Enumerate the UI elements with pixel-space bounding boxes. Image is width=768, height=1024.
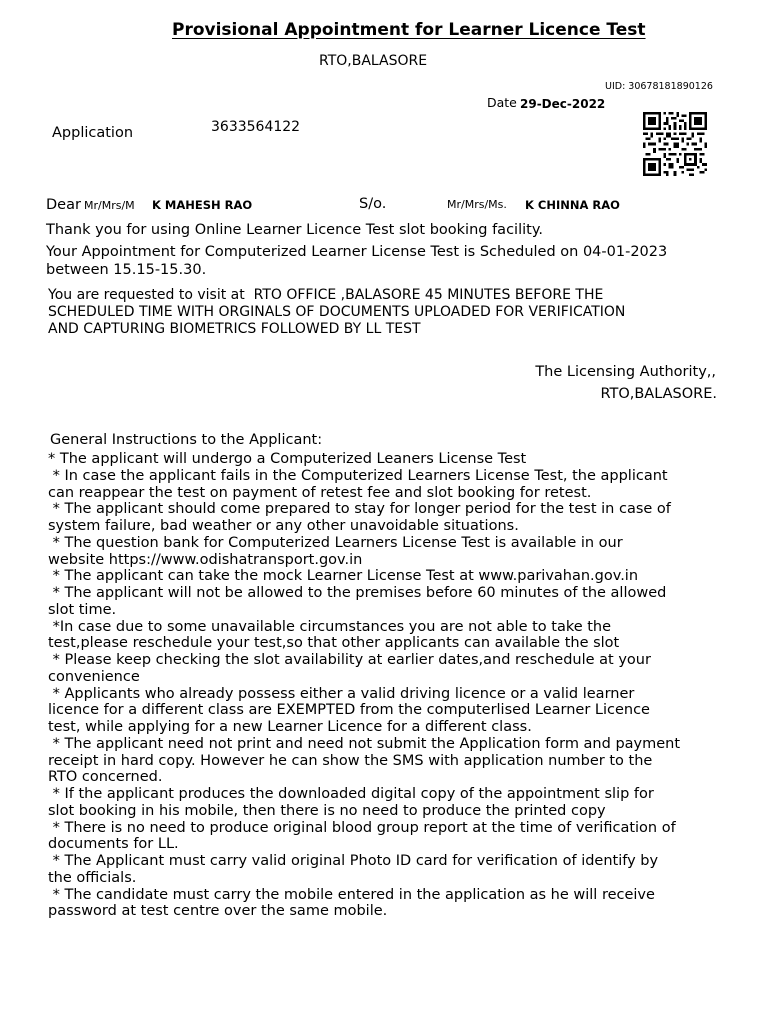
application-number: 3633564122 (211, 119, 301, 135)
appointment-line-2: between 15.15-15.30. (46, 262, 207, 278)
greeting-dear: Dear (46, 197, 81, 213)
qr-code-icon (643, 112, 707, 176)
instructions-heading: General Instructions to the Applicant: (50, 432, 323, 448)
visit-instruction: You are requested to visit at RTO OFFICE ,BALASORE 45 MINUTES BEFORE THE SCHEDULED TIME WITH ORGINALS OF DOCUMENTS UPLOADED FOR VERIFICATION AND CAPTURING BIOMETRICS FOLLOWED BY LL TEST (48, 287, 626, 337)
application-label: Application (52, 125, 134, 141)
date-label: Date (487, 95, 517, 110)
relation-label: S/o. (359, 196, 387, 212)
date-value: 29-Dec-2022 (520, 97, 606, 111)
instructions-list: * The applicant will undergo a Computerized Leaners License Test * In case the applicant fails in the Computerized Learners License Test, the applicant can reappear the test on payment of retest fee and slot booking for retest. * The applicant should come prepared to stay for longer period for the test in case of system failure, bad weather or any other unavoidable situations. * The question bank for Computerized Learners License Test is available in our website https://www.odishatransport.gov.in * The applicant can take the mock Learner License Test at www.parivahan.gov.in * The applicant will not be allowed to the premises before 60 minutes of the allowed slot time. *In case due to some unavailable circumstances you are not able to take the test,please reschedule your test,so that other applicants can available the slot * Please keep checking the slot availability at earlier dates,and reschedule at your convenience * Applicants who already possess either a valid driving licence or a valid learner licence for a different class are EXEMPTED from the computerlised Learner Licence test, while applying for a new Learner Licence for a different class. * The applicant need not print and need not submit the Application form and payment receipt in hard copy. However he can show the SMS with application number to the RTO concerned. * If the applicant produces the downloaded digital copy of the appointment slip for slot booking in his mobile, then there is no need to produce the printed copy * There is no need to produce original blood group report at the time of verification of documents for LL. * The Applicant must carry valid original Photo ID card for verification of identify by the officials. * The candidate must carry the mobile entered in the application as he will receive password at test centre over the same mobile. (48, 451, 681, 920)
applicant-salutation: Mr/Mrs/M (84, 199, 135, 212)
parent-salutation: Mr/Mrs/Ms. (447, 198, 507, 211)
authority-line-2: RTO,BALASORE. (600, 386, 717, 402)
uid-label: UID: 30678181890126 (605, 81, 713, 92)
thank-you-text: Thank you for using Online Learner Licence Test slot booking facility. (46, 222, 543, 238)
page-title: Provisional Appointment for Learner Licence Test (172, 20, 646, 40)
appointment-line-1: Your Appointment for Computerized Learner License Test is Scheduled on 04-01-2023 (46, 244, 668, 260)
authority-line-1: The Licensing Authority,, (535, 364, 716, 380)
applicant-name: K MAHESH RAO (152, 198, 253, 212)
office-name: RTO,BALASORE (319, 53, 428, 69)
parent-name: K CHINNA RAO (525, 198, 620, 212)
